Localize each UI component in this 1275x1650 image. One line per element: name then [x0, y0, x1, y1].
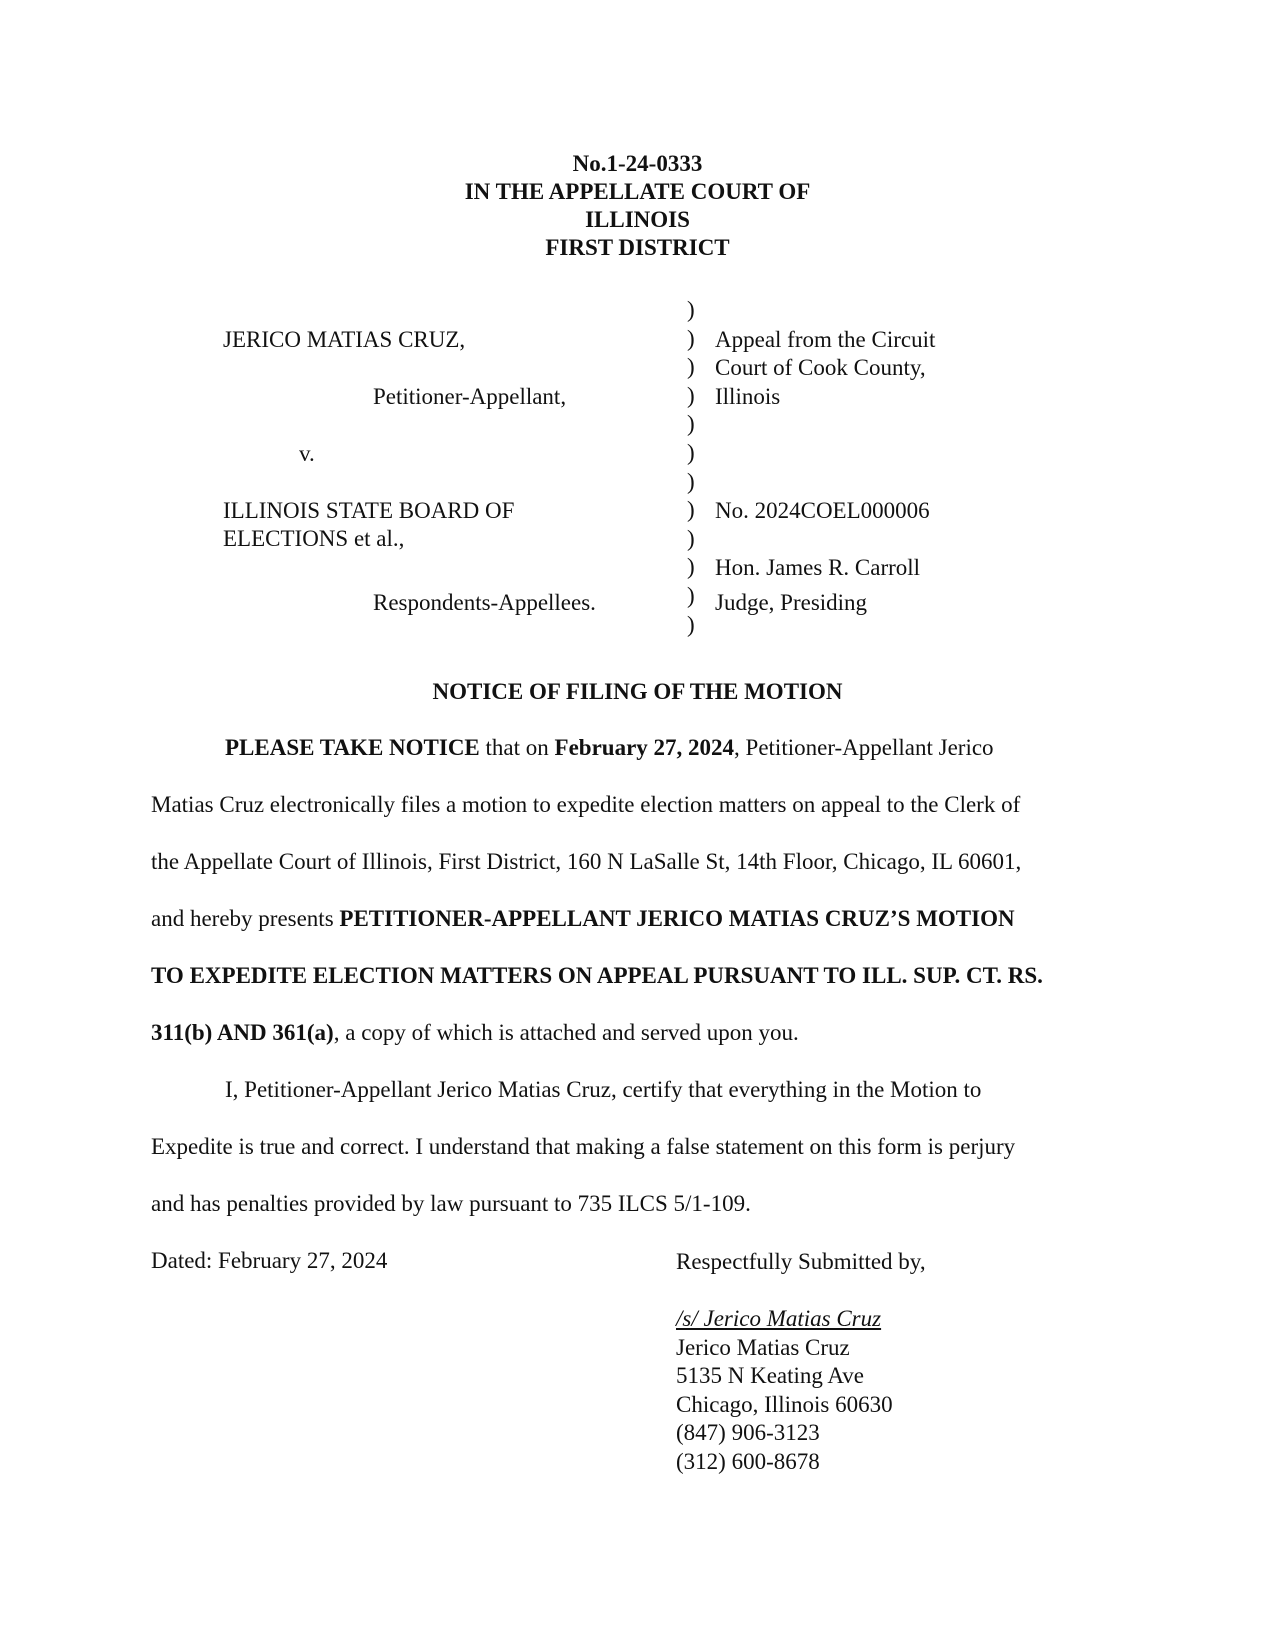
paren: )	[687, 411, 695, 437]
signature-block	[676, 1305, 893, 1476]
phone-1: (847) 906-3123	[676, 1420, 820, 1445]
address-line1: 5135 N Keating Ave	[676, 1363, 865, 1388]
notice-paragraph1-line6	[151, 1020, 799, 1046]
paren: )	[687, 354, 695, 380]
paren: )	[687, 582, 695, 608]
text-span: , Petitioner-Appellant Jerico	[734, 735, 994, 760]
appeal-from-line2: Court of Cook County,	[715, 355, 926, 380]
lower-court-case-number: No. 2024COEL000006	[715, 498, 930, 523]
motion-title-part1: PETITIONER-APPELLANT JERICO MATIAS CRUZ’S MOTION	[339, 906, 1015, 931]
text-span: , a copy of which is attached and served upon you.	[333, 1020, 799, 1045]
versus-label: v.	[299, 441, 315, 466]
paren: )	[687, 525, 695, 551]
judge-role: Judge, Presiding	[715, 590, 868, 615]
certification-line3: and has penalties provided by law pursuant to 735 ILCS 5/1-109.	[151, 1191, 751, 1216]
court-name-line2: ILLINOIS	[585, 207, 690, 232]
paren: )	[687, 497, 695, 523]
appeal-from-line1: Appeal from the Circuit	[715, 327, 936, 352]
notice-paragraph1-line5	[151, 963, 1043, 989]
case-header	[0, 150, 1275, 262]
notice-paragraph1-line1	[225, 735, 994, 761]
appeal-from-line3: Illinois	[715, 384, 781, 409]
notice-paragraph1-line2: Matias Cruz electronically files a motion to expedite election matters on appeal to the Clerk of	[151, 792, 1021, 817]
address-line2: Chicago, Illinois 60630	[676, 1391, 893, 1417]
respondent-name-line1: ILLINOIS STATE BOARD OF	[223, 498, 515, 523]
paren: )	[687, 439, 695, 465]
paren: )	[687, 382, 695, 408]
notice-title: NOTICE OF FILING OF THE MOTION	[432, 679, 843, 704]
paren: )	[687, 297, 695, 322]
judge-name: Hon. James R. Carroll	[715, 555, 921, 580]
certification-line1: I, Petitioner-Appellant Jerico Matias Cruz, certify that everything in the Motion to	[225, 1077, 982, 1102]
notice-paragraph1-line4	[151, 906, 1015, 932]
motion-title-part2: TO EXPEDITE ELECTION MATTERS ON APPEAL PURSUANT TO ILL. SUP. CT. RS.	[151, 963, 1043, 988]
court-name-line1: IN THE APPELLATE COURT OF	[464, 179, 811, 204]
text-span: that on	[479, 735, 555, 760]
filing-date: February 27, 2024	[554, 735, 735, 760]
dated-line: Dated: February 27, 2024	[151, 1248, 388, 1273]
paren: )	[687, 325, 695, 351]
text-span: and hereby presents	[151, 906, 340, 931]
caption-parentheses	[687, 296, 695, 639]
electronic-signature: /s/ Jerico Matias Cruz	[676, 1306, 882, 1331]
respondent-role: Respondents-Appellees.	[373, 590, 596, 615]
paren: )	[687, 554, 695, 580]
case-number: No.1-24-0333	[572, 151, 703, 176]
certification-line2: Expedite is true and correct. I understand that making a false statement on this form is perjury	[151, 1134, 1016, 1159]
paren: )	[687, 611, 695, 637]
notice-paragraph1-line3: the Appellate Court of Illinois, First District, 160 N LaSalle St, 14th Floor, Chicago, IL 60601,	[151, 849, 1022, 874]
petitioner-role: Petitioner-Appellant,	[373, 384, 567, 409]
signer-name: Jerico Matias Cruz	[676, 1334, 850, 1360]
paren: )	[687, 468, 695, 494]
court-district: FIRST DISTRICT	[545, 235, 730, 260]
respectfully-submitted: Respectfully Submitted by,	[676, 1249, 926, 1274]
petitioner-name: JERICO MATIAS CRUZ,	[223, 327, 466, 352]
phone-2: (312) 600-8678	[676, 1448, 820, 1474]
respondent-name-line2: ELECTIONS et al.,	[223, 526, 405, 551]
please-take-notice: PLEASE TAKE NOTICE	[225, 735, 480, 760]
motion-title-part3: 311(b) AND 361(a)	[151, 1020, 334, 1045]
